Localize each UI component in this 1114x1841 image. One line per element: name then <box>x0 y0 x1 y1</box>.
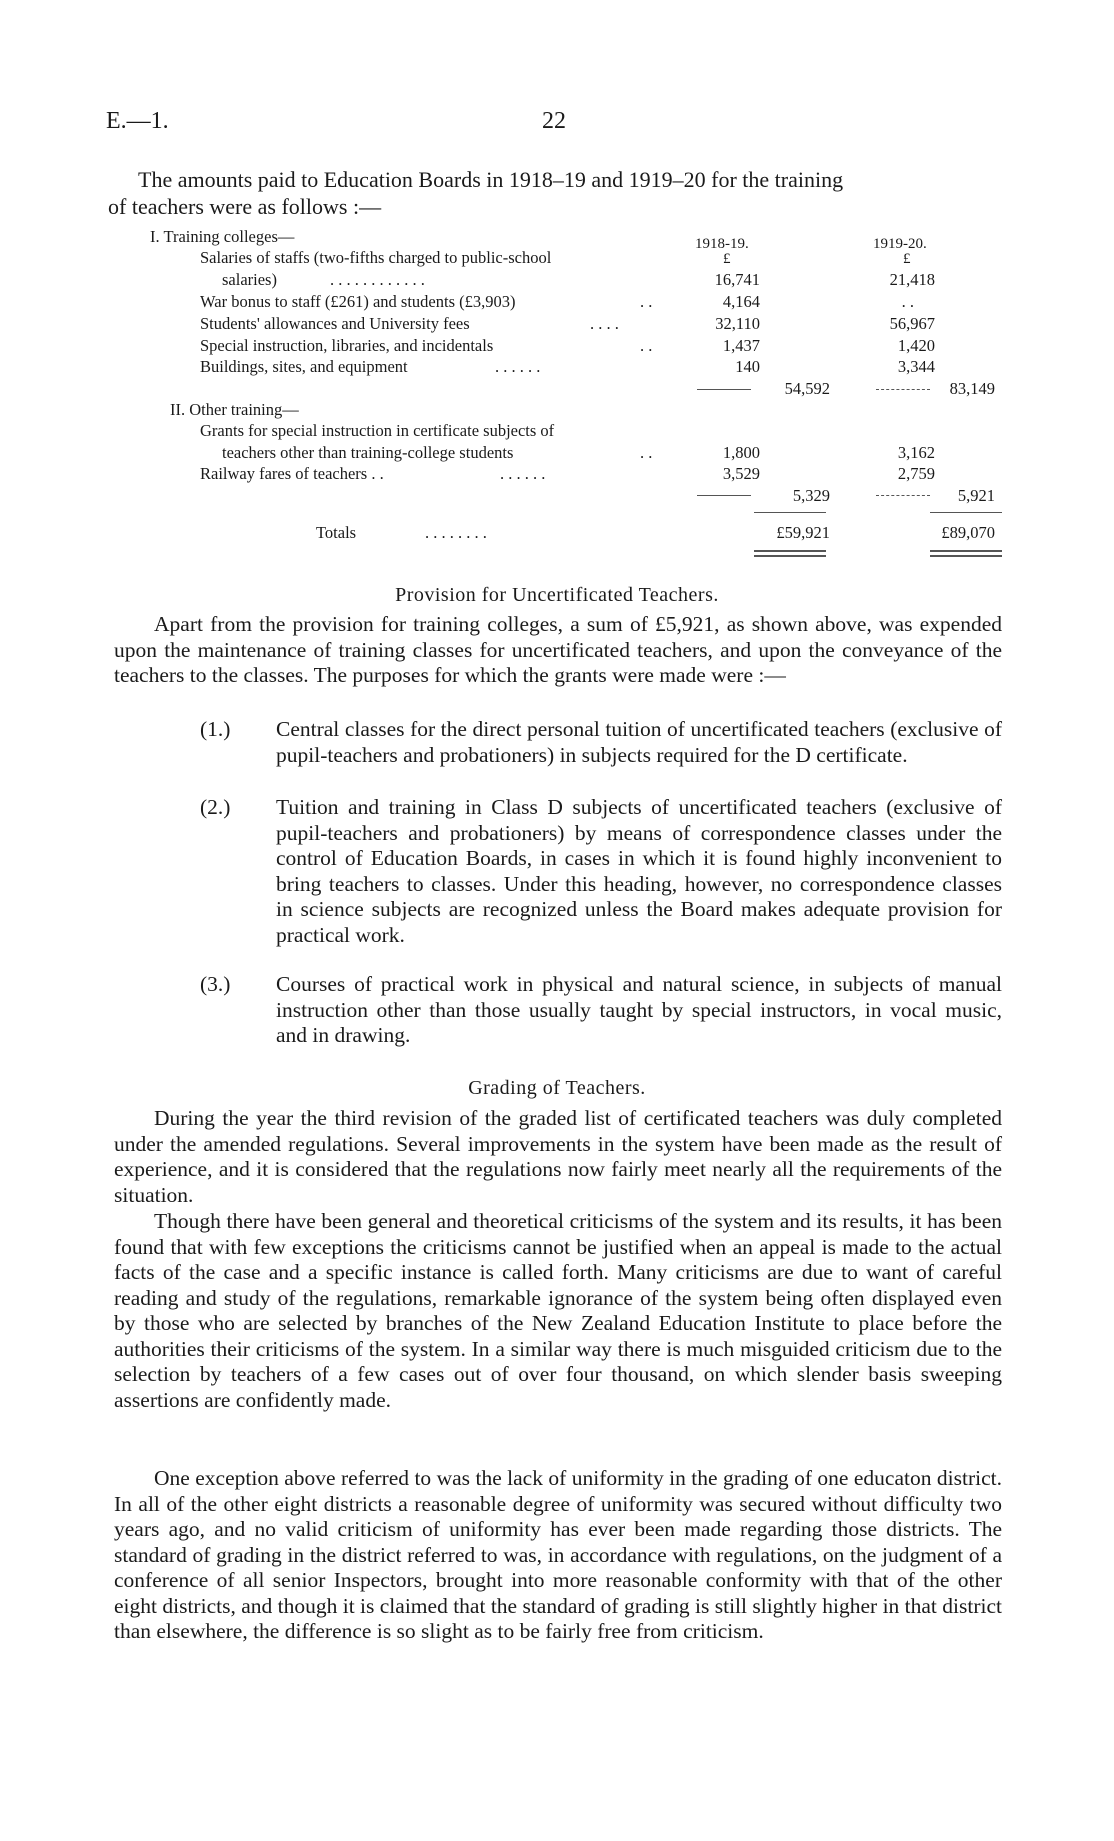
subtotal-1918: 54,592 <box>784 379 830 398</box>
leader-dots: . . . . <box>590 314 619 333</box>
currency-symbol-1919: £ <box>903 251 911 267</box>
value-1918: 140 <box>735 357 760 376</box>
intro-paragraph <box>108 166 1006 220</box>
row-label: Buildings, sites, and equipment <box>200 357 408 376</box>
double-rule-1918 <box>754 555 826 557</box>
row-label: Students' allowances and University fees <box>200 314 470 333</box>
section-other-training: II. Other training— <box>170 400 299 419</box>
currency-symbol-1918: £ <box>723 251 731 267</box>
value-1919: 21,418 <box>889 270 935 289</box>
list-item <box>200 972 1002 1049</box>
value-1919: 3,162 <box>897 443 935 462</box>
list-item <box>200 717 1002 768</box>
total-1919: £89,070 <box>941 523 995 542</box>
leader-dots: . . . . . . . . . . . . <box>330 270 425 289</box>
double-rule-1919 <box>930 555 1002 557</box>
row-label-continued: salaries) <box>222 270 277 289</box>
value-1918: 1,800 <box>722 443 760 462</box>
row-label: Salaries of staffs (two-fifths charged to public-school <box>200 248 552 267</box>
subtotal-1919: 83,149 <box>949 379 995 398</box>
double-rule-1919 <box>930 550 1002 552</box>
value-1919: 56,967 <box>889 314 935 333</box>
value-1919: 3,344 <box>897 357 935 376</box>
col-head-1918: 1918-19. <box>695 236 749 252</box>
subtotal-1919: 5,921 <box>957 486 995 505</box>
leader-dots: . . <box>640 292 653 311</box>
section-heading-grading: Grading of Teachers. <box>468 1077 646 1099</box>
row-label-continued: teachers other than training-college students <box>222 443 514 462</box>
list-item-text: Central classes for the direct personal tuition of uncertificated teachers (exclusive of pupil-teachers and probationers) in subjects required for the D certificate. <box>276 717 1002 767</box>
list-item-text: Tuition and training in Class D subjects of uncertificated teachers (exclusive of pupil-teachers and probationers) by means of correspondence classes under the control of Education Boards, in cases in which it is found highly inconvenient to bring teachers to classes. Under this heading, however, no correspondence classes in science subjects are recognized unless the Board makes adequate provision for practical work. <box>276 795 1002 947</box>
grading-paragraph: Though there have been general and theoretical criticisms of the system and its results, it has been found that with few exceptions the criticisms cannot be justified when an appeal is made to the actual facts of the case and a specific instance is called forth. Many criticisms are due to want of careful reading and study of the regulations, remarkable ignorance of the system being often displayed even by those who are selected by branches of the New Zealand Education Institute to place before the authorities their criticisms of the system. In a similar way there is much misguided criticism due to the selection by teachers of a few cases out of over four thousand, on which slender basis sweeping assertions are confidently made. <box>114 1209 1002 1412</box>
totals-label: Totals <box>316 523 357 542</box>
value-1918: 16,741 <box>714 270 760 289</box>
total-rule-1918 <box>754 512 826 513</box>
value-1919: 1,420 <box>897 336 935 355</box>
list-item-number: (3.) <box>200 972 231 996</box>
section-heading-provision: Provision for Uncertificated Teachers. <box>395 584 719 606</box>
list-item-number: (2.) <box>200 795 231 819</box>
value-1918: 3,529 <box>722 464 760 483</box>
value-1919: 2,759 <box>897 464 935 483</box>
subtotal-1918: 5,329 <box>792 486 830 505</box>
total-rule-1919 <box>930 512 1002 513</box>
value-1919: . . <box>901 292 914 311</box>
col-head-1919: 1919-20. <box>873 236 927 252</box>
leader-dots: . . . . . . . . <box>425 523 487 542</box>
total-1918: £59,921 <box>776 523 830 542</box>
value-1918: 1,437 <box>722 336 760 355</box>
intro-line-1: The amounts paid to Education Boards in 1918–19 and 1919–20 for the training <box>138 167 844 192</box>
list-item-number: (1.) <box>200 717 231 741</box>
row-label: Grants for special instruction in certificate subjects of <box>200 421 555 440</box>
provision-paragraph: Apart from the provision for training colleges, a sum of £5,921, as shown above, was expended upon the maintenance of training classes for uncertificated teachers, and upon the conveyance of the teachers to the classes. The purposes for which the grants were made were :— <box>114 612 1002 687</box>
report-reference: E.—1. <box>106 108 169 134</box>
list-item <box>200 795 1002 948</box>
leader-dots: . . <box>640 336 653 355</box>
leader-dots: . . . . . . <box>500 464 546 483</box>
grading-paragraph: One exception above referred to was the lack of uniformity in the grading of one educaton district. In all of the other eight districts a reasonable degree of uniformity was secured without difficulty two years ago, and no valid criticism of uniformity has ever been made regarding those districts. The standard of grading in the district referred to was, in accordance with regulations, on the judgment of a conference of all senior Inspectors, brought into more reasonable conformity with that of the other eight districts, and though it is claimed that the standard of grading is still slightly higher in that district than elsewhere, the difference is so slight as to be fairly free from criticism. <box>114 1466 1002 1643</box>
leader-dots: . . . . . . <box>495 357 541 376</box>
value-1918: 4,164 <box>722 292 760 311</box>
double-rule-1918 <box>754 550 826 552</box>
leader-dots: . . <box>640 443 653 462</box>
row-label: Railway fares of teachers . . <box>200 464 384 483</box>
page-number: 22 <box>542 108 566 134</box>
intro-line-2: of teachers were as follows :— <box>108 194 382 219</box>
value-1918: 32,110 <box>715 314 760 333</box>
grading-paragraph: During the year the third revision of the graded list of certificated teachers was duly completed under the amended regulations. Several improvements in the system have been made as the result of experience, and it is considered that the regulations now fairly meet nearly all the requirements of the situation. <box>114 1106 1002 1207</box>
row-label: War bonus to staff (£261) and students (£3,903) <box>200 292 516 311</box>
row-label: Special instruction, libraries, and incidentals <box>200 336 494 355</box>
list-item-text: Courses of practical work in physical and natural science, in subjects of manual instruction other than those usually taught by special instructors, in vocal music, and in drawing. <box>276 972 1002 1047</box>
section-training-colleges: I. Training colleges— <box>150 227 295 246</box>
